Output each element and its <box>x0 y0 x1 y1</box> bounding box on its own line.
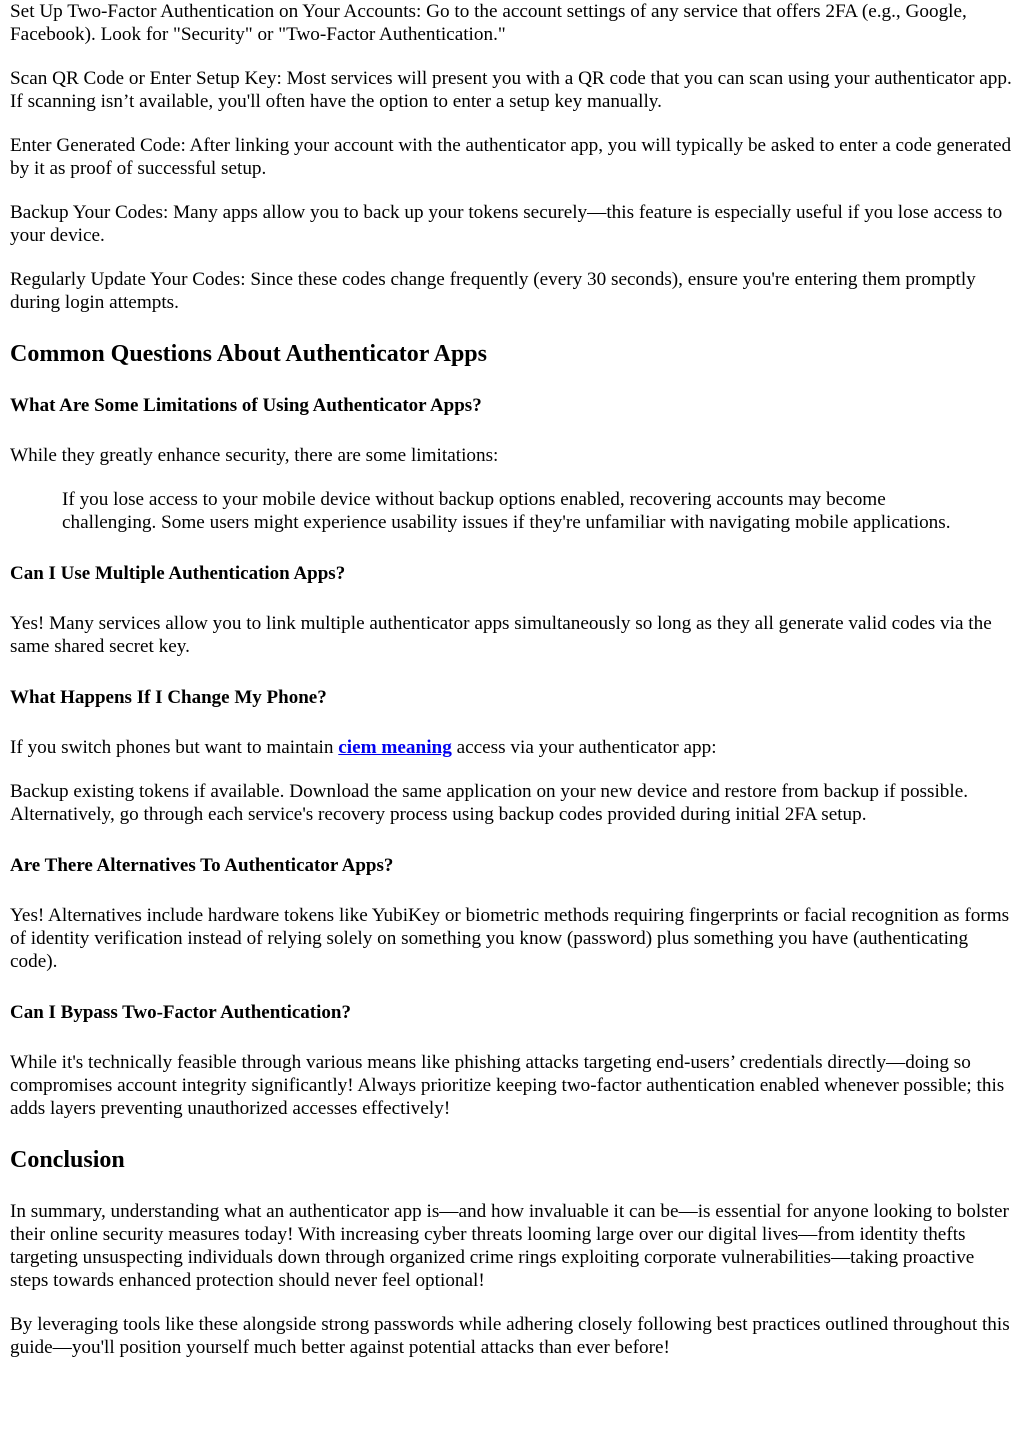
step-update-codes: Regularly Update Your Codes: Since these codes change frequently (every 30 seconds), ensure you're entering them promptly during login attempts. <box>10 269 976 313</box>
faq-q2-answer: Yes! Many services allow you to link multiple authenticator apps simultaneously so long as they all generate valid codes via the same shared secret key. <box>10 613 992 657</box>
faq-q5-title: Can I Bypass Two-Factor Authentication? <box>10 1002 351 1023</box>
faq-q3-title: What Happens If I Change My Phone? <box>10 687 327 708</box>
step-backup-codes: Backup Your Codes: Many apps allow you to back up your tokens securely—this feature is especially useful if you lose access to your device. <box>10 202 1003 246</box>
faq-heading: Common Questions About Authenticator Apps <box>10 341 487 367</box>
faq-q1-blockquote: If you lose access to your mobile device without backup options enabled, recovering accounts may become challenging. Some users might experience usability issues if they're unfamiliar with navigating mobile applications. <box>62 489 951 533</box>
faq-q1-intro: While they greatly enhance security, there are some limitations: <box>10 445 499 466</box>
faq-q2-title: Can I Use Multiple Authentication Apps? <box>10 563 346 584</box>
faq-q3-answer <box>10 736 1014 759</box>
conclusion-paragraph-2: By leveraging tools like these alongside strong passwords while adhering closely following best practices outlined throughout this guide—you'll position yourself much better against potential attacks than ever before! <box>10 1314 1010 1358</box>
faq-q1-title: What Are Some Limitations of Using Authenticator Apps? <box>10 395 482 416</box>
conclusion-paragraph-1: In summary, understanding what an authenticator app is—and how invaluable it can be—is essential for anyone looking to bolster their online security measures today! With increasing cyber threats looming large over our digital lives—from identity thefts targeting unsuspecting individuals down through organized crime rings exploiting corporate vulnerabilities—taking proactive steps towards enhanced protection should never feel optional! <box>10 1201 1009 1291</box>
faq-q5-answer: While it's technically feasible through various means like phishing attacks targeting end-users’ credentials directly—doing so compromises account integrity significantly! Always prioritize keeping two-factor authentication enabled whenever possible; this adds layers preventing unauthorized accesses effectively! <box>10 1052 1005 1119</box>
faq-q4-title: Are There Alternatives To Authenticator Apps? <box>10 855 394 876</box>
faq-q3-answer-after: access via your authenticator app: <box>451 737 717 758</box>
ciem-meaning-link[interactable]: ciem meaning <box>338 737 452 758</box>
faq-q3-answer-before: If you switch phones but want to maintain <box>10 737 339 758</box>
step-setup-2fa: Set Up Two-Factor Authentication on Your Accounts: Go to the account settings of any service that offers 2FA (e.g., Google, Facebook). Look for "Security" or "Two-Factor Authentication." <box>10 1 967 45</box>
step-enter-code: Enter Generated Code: After linking your account with the authenticator app, you will typically be asked to enter a code generated by it as proof of successful setup. <box>10 135 1012 179</box>
step-scan-qr: Scan QR Code or Enter Setup Key: Most services will present you with a QR code that you can scan using your authenticator app. If scanning isn’t available, you'll often have the option to enter a setup key manually. <box>10 68 1012 112</box>
faq-q3-followup: Backup existing tokens if available. Download the same application on your new device and restore from backup if possible. Alternatively, go through each service's recovery process using backup codes provided during initial 2FA setup. <box>10 781 969 825</box>
conclusion-heading: Conclusion <box>10 1147 125 1173</box>
faq-q4-answer: Yes! Alternatives include hardware tokens like YubiKey or biometric methods requiring fingerprints or facial recognition as forms of identity verification instead of relying solely on something you know (password) plus something you have (authenticating code). <box>10 905 1010 972</box>
